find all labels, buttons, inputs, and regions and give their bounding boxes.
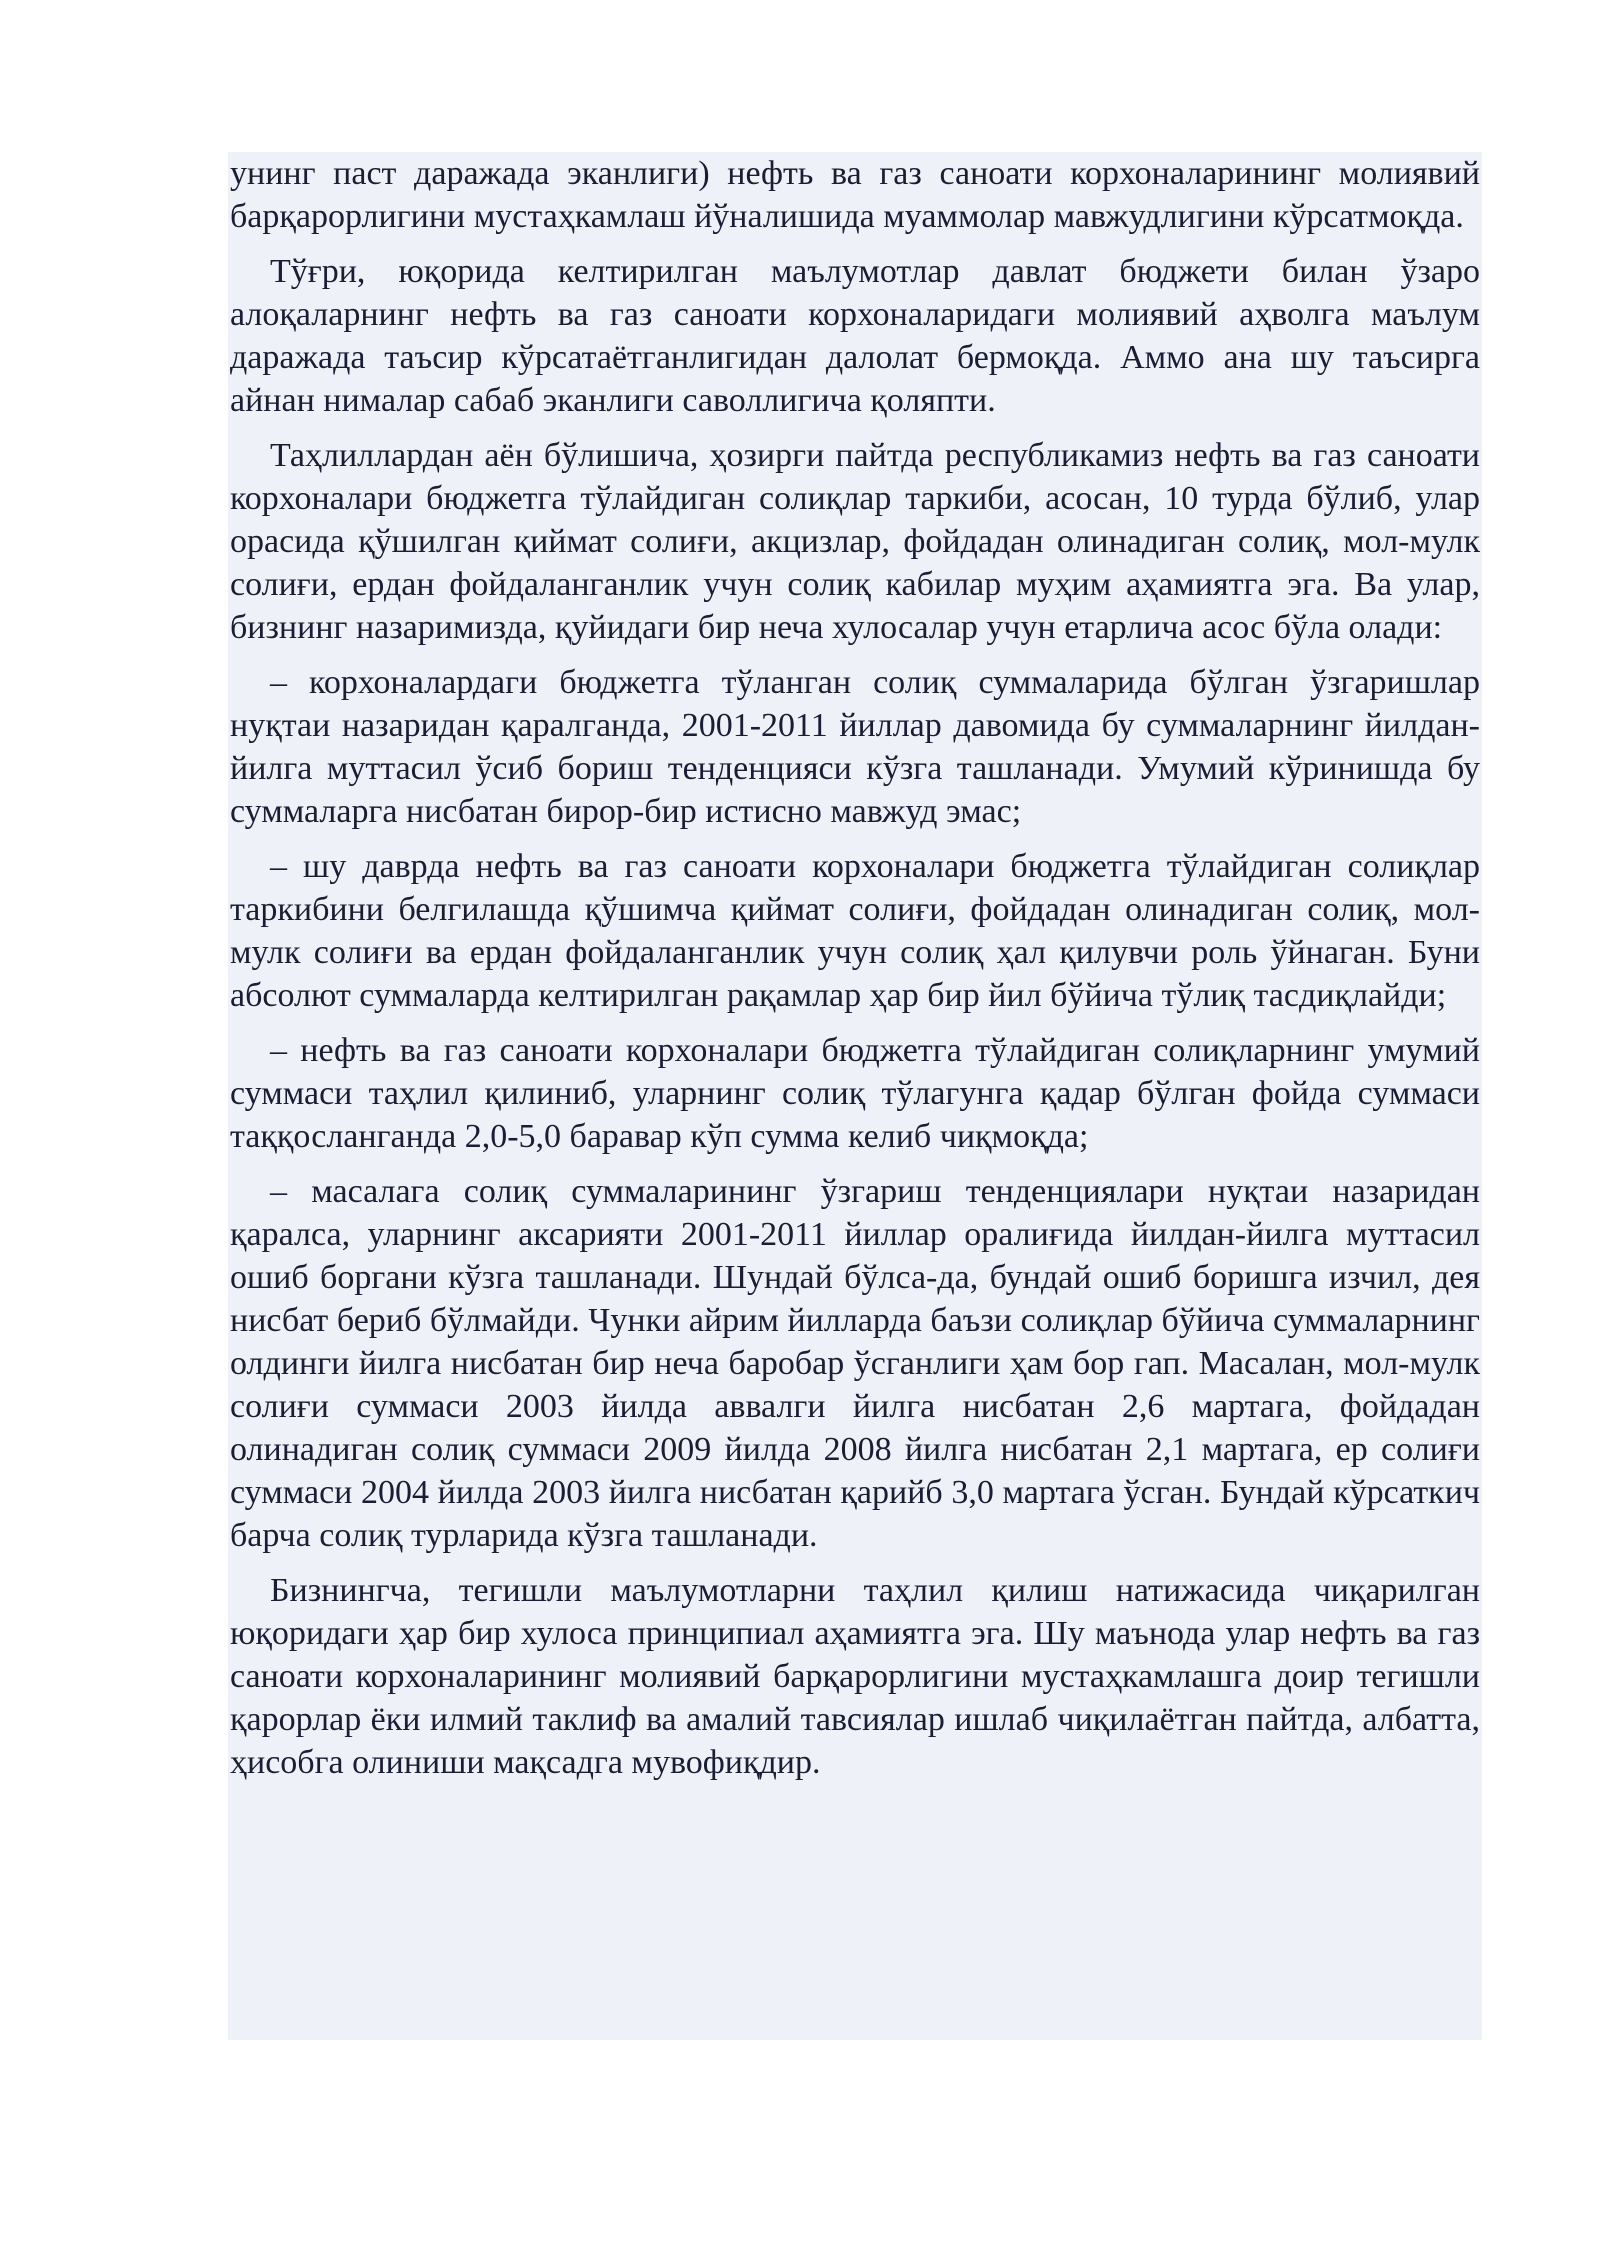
paragraph: Бизнингча, тегишли маълумотларни таҳлил қилиш натижасида чиқарилган юқоридаги ҳар бир хулоса принципиал аҳамиятга эга. Шу маънода улар нефть ва газ саноати корхоналарининг молиявий барқарорлигини мустаҳкамлашга доир тегишли қарорлар ёки илмий таклиф ва амалий тавсиялар ишлаб чиқилаётган пайтда, албатта, ҳисобга олиниши мақсадга мувофиқдир. [230,1572,1480,1781]
list-item-paragraph: – нефть ва газ саноати корхоналари бюджетга тўлайдиган солиқларнинг умумий суммаси таҳлил қилиниб, уларнинг солиқ тўлагунга қадар бўлган фойда суммаси таққосланганда 2,0-5,0 баравар кўп сумма келиб чиқмоқда; [230,1032,1480,1155]
list-item-paragraph: – корхоналардаги бюджетга тўланган солиқ суммаларида бўлган ўзгаришлар нуқтаи назаридан қаралганда, 2001-2011 йиллар давомида бу суммаларнинг йилдан-йилга муттасил ўсиб бориш тенденцияси кўзга ташланади. Умумий кўринишда бу суммаларга нисбатан бирор-бир истисно мавжуд эмас; [230,664,1480,830]
paragraph-continuation: унинг паст даражада эканлиги) нефть ва газ саноати корхоналарининг молиявий барқарорлигини мустаҳкамлаш йўналишида муаммолар мавжудлигини кўрсатмоқда. [230,155,1480,235]
body-text [228,152,1482,2040]
paragraph: Таҳлиллардан аён бўлишича, ҳозирги пайтда республикамиз нефть ва газ саноати корхоналари бюджетга тўлайдиган солиқлар таркиби, асосан, 10 турда бўлиб, улар орасида қўшилган қиймат солиғи, акцизлар, фойдадан олинадиган солиқ, мол-мулк солиғи, ердан фойдаланганлик учун солиқ кабилар муҳим аҳамиятга эга. Ва улар, бизнинг назаримизда, қуйидаги бир неча хулосалар учун етарлича асос бўла олади: [230,437,1480,646]
list-item-paragraph: – шу даврда нефть ва газ саноати корхоналари бюджетга тўлайдиган солиқлар таркибини белгилашда қўшимча қиймат солиғи, фойдадан олинадиган солиқ, мол-мулк солиғи ва ердан фойдаланганлик учун солиқ ҳал қилувчи роль ўйнаган. Буни абсолют суммаларда келтирилган рақамлар ҳар бир йил бўйича тўлиқ тасдиқлайди; [230,848,1480,1014]
paragraph: Тўғри, юқорида келтирилган маълумотлар давлат бюджети билан ўзаро алоқаларнинг нефть ва газ саноати корхоналаридаги молиявий аҳволга маълум даражада таъсир кўрсатаётганлигидан далолат бермоқда. Аммо ана шу таъсирга айнан нималар сабаб эканлиги саволлигича қоляпти. [230,253,1480,419]
list-item-paragraph: – масалага солиқ суммаларининг ўзгариш тенденциялари нуқтаи назаридан қаралса, уларнинг аксарияти 2001-2011 йиллар оралиғида йилдан-йилга муттасил ошиб боргани кўзга ташланади. Шундай бўлса-да, бундай ошиб боришга изчил, дея нисбат бериб бўлмайди. Чунки айрим йилларда баъзи солиқлар бўйича суммаларнинг олдинги йилга нисбатан бир неча баробар ўсганлиги ҳам бор гап. Масалан, мол-мулк солиғи суммаси 2003 йилда аввалги йилга нисбатан 2,6 мартага, фойдадан олинадиган солиқ суммаси 2009 йилда 2008 йилга нисбатан 2,1 мартага, ер солиғи суммаси 2004 йилда 2003 йилга нисбатан қарийб 3,0 мартага ўсган. Бундай кўрсаткич барча солиқ турларида кўзга ташланади. [230,1173,1480,1554]
